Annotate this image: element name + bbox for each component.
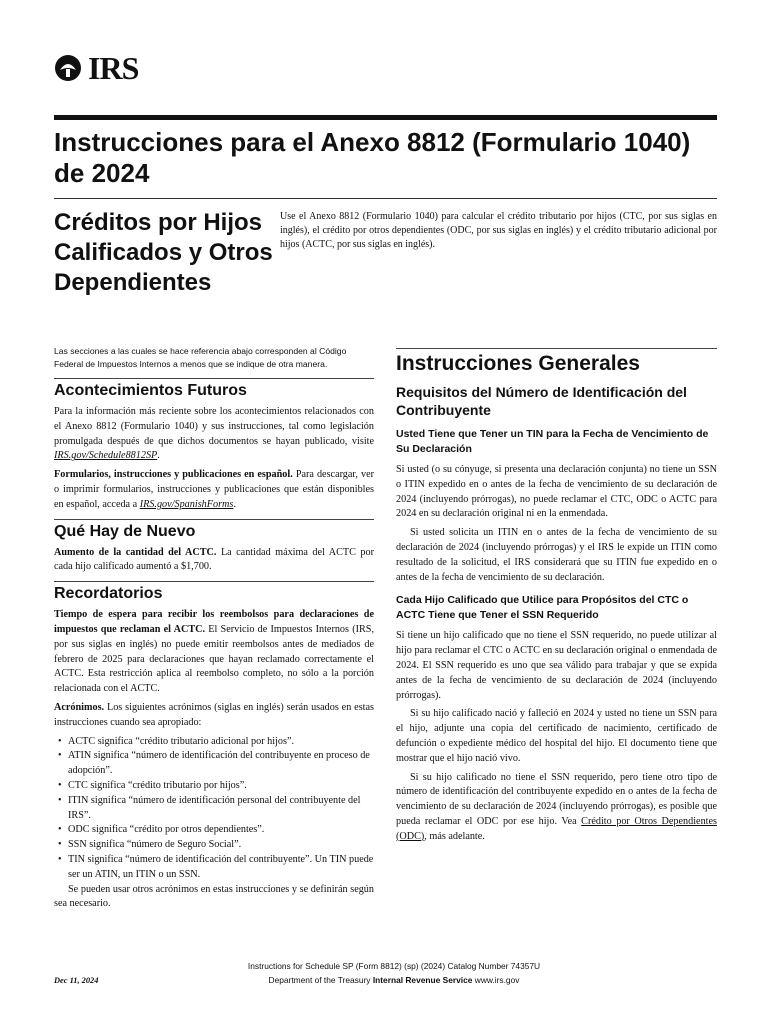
reminders-heading: Recordatorios [54, 581, 374, 604]
page-subtitle: Créditos por Hijos Calificados y Otros Dependientes [54, 209, 273, 296]
ssn-paragraph-3: Si su hijo calificado no tiene el SSN requerido, pero tiene otro tipo de número de identificación del contribuyente expedido en o antes de la fecha de vencimiento de su declaración de 2024 (incluyendo prórrogas), es posible que pueda reclamar el ODC por ese hijo. Vea Crédito por Otros Dependientes (ODC), más adelante. [396, 771, 717, 842]
schedule8812sp-link[interactable]: IRS.gov/Schedule8812SP [54, 450, 158, 462]
tin-paragraph-2: Si usted solicita un ITIN en o antes de la fecha de vencimiento de su declaración de 2024 (incluyendo prórrogas) y el IRS le expide un ITIN como resultado de la solicitud, el IRS considerará que su ITIN fue expedido en o antes de la fecha de vencimiento de su declaración. [396, 527, 717, 583]
irs-logo [54, 52, 138, 84]
list-item: • TIN significa “número de identificación del contribuyente”. Un TIN puede ser un ATIN, un ITIN o un SSN. [68, 853, 374, 883]
title-rule [54, 198, 717, 199]
list-item: • SSN significa “número de Seguro Social”. [68, 838, 374, 853]
eagle-icon [54, 54, 82, 82]
odc-link[interactable]: Crédito por Otros Dependientes (ODC) [396, 815, 717, 842]
left-column [54, 345, 374, 916]
department-line: Department of the Treasury Internal Revenue Service www.irs.gov [268, 975, 520, 985]
intro-paragraph: Use el Anexo 8812 (Formulario 1040) para calcular el crédito tributario por hijos (CTC, por sus siglas en inglés), el crédito por otros dependientes (ODC, por sus siglas en inglés) y el crédito tributario adicional por hijos (ACTC, por sus siglas en inglés). [280, 211, 717, 250]
refund-wait-paragraph: Tiempo de espera para recibir los reembolsos para declaraciones de impuestos que reclaman el ACTC. El Servicio de Impuestos Internos (IRS, por sus siglas en inglés) no puede emitir reembolsos antes de mediados de febrero de 2025 para declaraciones que hayan reclamado correctamente el ACTC. Esta restricción aplica al reembolso completo, no sólo a la porción relacionada con el ACTC. [54, 609, 374, 695]
whats-new-heading: Qué Hay de Nuevo [54, 519, 374, 542]
list-item: • ODC significa “crédito por otros dependientes”. [68, 823, 374, 838]
right-column [396, 348, 717, 849]
acronyms-closing-paragraph: Se pueden usar otros acrónimos en estas instrucciones y se definirán según sea necesario. [54, 883, 374, 910]
catalog-line: Instructions for Schedule SP (Form 8812) (sp) (2024) Catalog Number 74357U [247, 961, 541, 971]
list-item: • ACTC significa “crédito tributario adicional por hijos”. [68, 735, 374, 750]
list-item: • CTC significa “crédito tributario por hijos”. [68, 779, 374, 794]
ssn-paragraph-1: Si tiene un hijo calificado que no tiene el SSN requerido, no puede utilizar al hijo para reclamar el CTC o ACTC en su declaración original o enmendada de 2024. El SSN requerido es uno que sea válido para trabajar y que se expida antes de la fecha de vencimiento de su declaración de 2024 (incluyendo prórrogas). [396, 630, 717, 701]
ssn-required-heading: Cada Hijo Calificado que Utilice para Propósitos del CTC o ACTC Tiene que Tener el SSN Requerido [396, 594, 689, 622]
code-note: Las secciones a las cuales se hace referencia abajo corresponden al Código Federal de Impuestos Internos a menos que se indique de otra manera. [54, 346, 347, 369]
spanish-forms-link[interactable]: IRS.gov/SpanishForms [139, 498, 234, 510]
list-item: • ITIN significa “número de identificación personal del contribuyente del IRS”. [68, 794, 374, 824]
page-title: Instrucciones para el Anexo 8812 (Formulario 1040) de 2024 [54, 127, 691, 188]
future-heading: Acontecimientos Futuros [54, 378, 374, 401]
tin-requirements-heading: Requisitos del Número de Identificación del Contribuyente [396, 384, 687, 418]
list-item: • ATIN significa “número de identificación del contribuyente en proceso de adopción”. [68, 749, 374, 779]
acronyms-paragraph: Acrónimos. Los siguientes acrónimos (siglas en inglés) serán usados en estas instrucciones cuando sea apropiado: [54, 701, 374, 728]
general-instructions-heading: Instrucciones Generales [396, 348, 717, 377]
top-rule [54, 115, 717, 120]
ssn-paragraph-2: Si su hijo calificado nació y falleció en 2024 y usted no tiene un SSN para el hijo, adjunte una copia del certificado de nacimiento, certificado de defunción o expediente médico del hospital del hijo. El documento tiene que mostrar que el hijo nació vivo. [396, 708, 717, 764]
publication-date: Dec 11, 2024 [54, 976, 99, 985]
tin-due-date-heading: Usted Tiene que Tener un TIN para la Fecha de Vencimiento de Su Declaración [396, 428, 709, 455]
spanish-forms-paragraph: Formularios, instrucciones y publicaciones en español. Para descargar, ver o imprimir formularios, instrucciones y publicaciones que están disponibles en español, acceda a IRS.gov/SpanishForms. [54, 469, 374, 510]
logo-text: IRS [88, 50, 139, 86]
tin-paragraph-1: Si usted (o su cónyuge, si presenta una declaración conjunta) no tiene un SSN o ITIN expedido en o antes de la fecha de vencimiento de su declaración de 2024 (incluyendo prórrogas), no puede reclamar el CTC, ODC o ACTC para 2024 en su declaración original ni en la enmendada. [396, 464, 717, 520]
whats-new-paragraph: Aumento de la cantidad del ACTC. La cantidad máxima del ACTC por cada hijo calificado aumentó a $1,700. [54, 546, 375, 573]
future-paragraph: Para la información más reciente sobre los acontecimientos relacionados con el Anexo 8812 (Formulario 1040) y sus instrucciones, tal como legislación promulgada después de que dichos documentos se hayan publicado, visite IRS.gov/Schedule8812SP. [54, 406, 374, 462]
